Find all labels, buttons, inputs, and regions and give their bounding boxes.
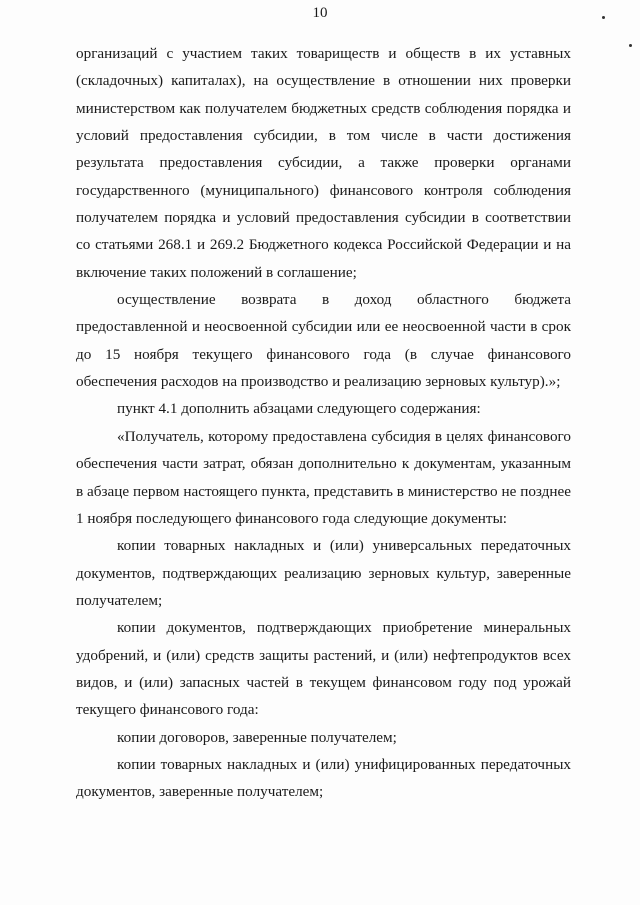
paragraph-purchase-documents: копии документов, подтверждающих приобретение минеральных удобрений, и (или) средств защиты растений, и (или) нефтепродуктов всех видов, и (или) запасных частей в текущем финансовом году под урожай текущего финансового года: <box>76 619 571 719</box>
page-number: 10 <box>312 5 328 21</box>
paragraph-clause-4-1: пункт 4.1 дополнить абзацами следующего содержания: <box>117 400 481 418</box>
document-body <box>76 40 571 806</box>
paragraph-invoices: копии товарных накладных и (или) универсальных передаточных документов, подтверждающих реализацию зерновых культур, заверенные получателем; <box>76 537 571 609</box>
paragraph-refund: осуществление возврата в доход областного бюджета предоставленной и неосвоенной субсидии или ее неосвоенной части в срок до 15 ноября текущего финансового года (в случае финансового обеспечения расходов на производство и реализацию зерновых культур).»; <box>76 291 571 391</box>
paragraph-transfer-documents: копии товарных накладных и (или) унифицированных передаточных документов, заверенные получателем; <box>76 755 571 801</box>
paragraph-contracts: копии договоров, заверенные получателем; <box>117 728 397 746</box>
scan-speck <box>629 44 632 47</box>
paragraph-continuation: организаций с участием таких товариществ и обществ в их уставных (складочных) капиталах), на осуществление в отношении них проверки министерством как получателем бюджетных средств соблюдения порядка и условий предоставления субсидии, в том числе в части достижения результата предоставления субсидии, а также проверки органами государственного (муниципального) финансового контроля соблюдения получателем порядка и условий предоставления субсидии в соответствии со статьями 268.1 и 269.2 Бюджетного кодекса Российской Федерации и на включение таких положений в соглашение; <box>76 45 571 281</box>
paragraph-recipient-obligation: «Получатель, которому предоставлена субсидия в целях финансового обеспечения части затрат, обязан дополнительно к документам, указанным в абзаце первом настоящего пункта, представить в министерство не позднее 1 ноября последующего финансового года следующие документы: <box>76 427 571 527</box>
